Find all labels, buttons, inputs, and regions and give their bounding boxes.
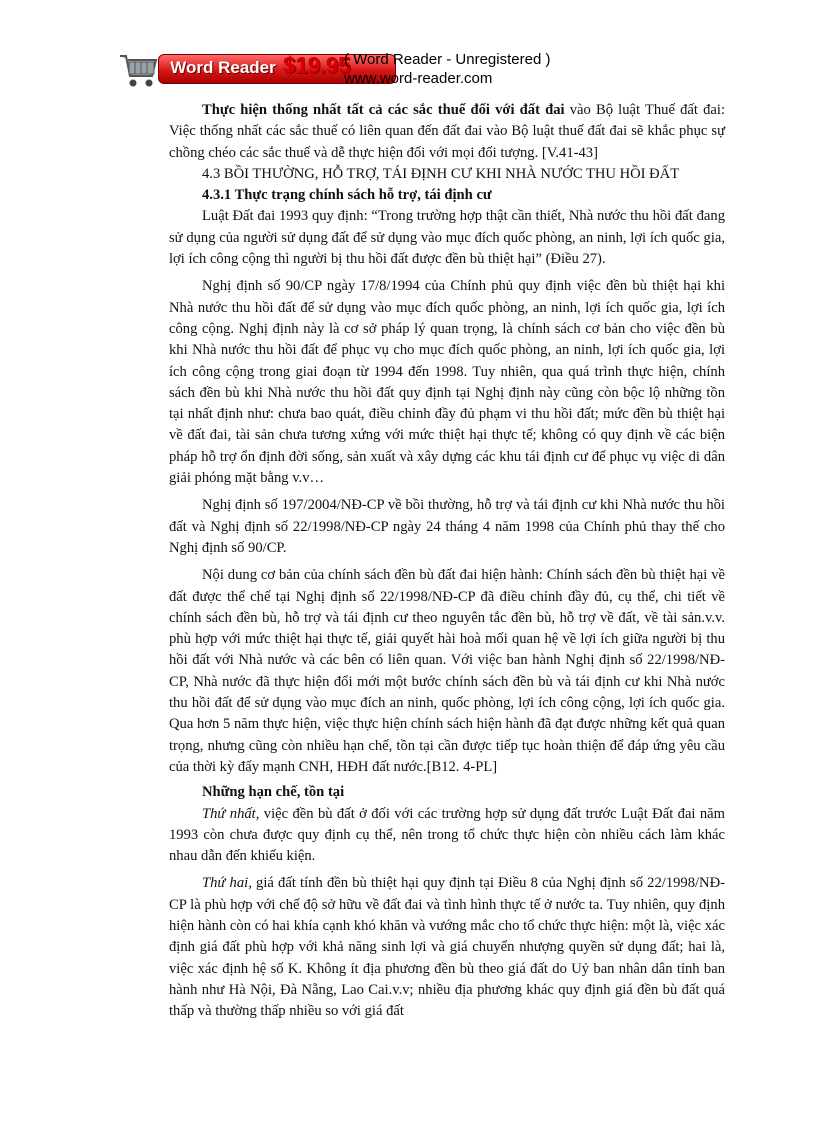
paragraph-land-law-1993: Luật Đất đai 1993 quy định: “Trong trường hợp thật cần thiết, Nhà nước thu hồi đất đang sử dụng của người sử dụng đất để sử dụng vào mục đích quốc phòng, an ninh, lợi ích quốc gia, lợi ích công cộng thì người bị thu hồi đất được đền bù thiệt hại” (Điều 27). bbox=[169, 208, 725, 268]
limits-heading: Những hạn chế, tồn tại bbox=[202, 784, 345, 801]
paragraph-land-tax bbox=[169, 100, 725, 164]
document-body bbox=[169, 100, 725, 1022]
website-link[interactable]: www.word-reader.com bbox=[344, 70, 493, 87]
italic-lead: Thứ hai, bbox=[202, 875, 252, 892]
paragraph-compensation-policy: Nội dung cơ bản của chính sách đền bù đất đai hiện hành: Chính sách đền bù thiệt hại về đất được thể chế tại Nghị định số 22/1998/NĐ-CP đã điều chỉnh đầy đủ, cụ thể, chi tiết về chính sách đền bù, hỗ trợ và tái định cư theo nguyên tắc đền bù, hỗ trợ về đất, về tài sản.v.v. phù hợp với mức thiệt hại thực tế, giải quyết hài hoà mối quan hệ về lợi ích giữa người bị thu hồi đất với Nhà nước và các bên có liên quan. Với việc ban hành Nghị định số 22/1998/NĐ-CP, Nhà nước đã thực hiện đổi mới một bước chính sách đền bù và tái định cư khi Nhà nước thu hồi đất để sử dụng vào mục đích an ninh, quốc phòng, lợi ích công cộng, lợi ích quốc gia. Qua hơn 5 năm thực hiện, việc thực hiện chính sách hiện hành đã đạt được những kết quả quan trọng, nhưng cũng còn nhiều hạn chế, tồn tại cần được tiếp tục hoàn thiện để đáp ứng yêu cầu của thời kỳ đẩy mạnh CNH, HĐH đất nước.[B12. 4-PL] bbox=[169, 567, 725, 775]
paragraph-bold-lead: Thực hiện thống nhất tất cả các sắc thuế đối với đất đai bbox=[202, 102, 565, 118]
paragraph-first-limit bbox=[169, 804, 725, 868]
paragraph-decree-197: Nghị định số 197/2004/NĐ-CP về bồi thường, hỗ trợ và tái định cư khi Nhà nước thu hồi đất và Nghị định số 22/1998/NĐ-CP ngày 24 tháng 4 năm 1998 của Chính phủ thay thế cho Nghị định số 90/CP. bbox=[169, 497, 725, 556]
paragraph-second-limit bbox=[169, 873, 725, 1022]
paragraph-text: giá đất tính đền bù thiệt hại quy định tại Điều 8 của Nghị định số 22/1998/NĐ-CP là phù hợp với chế độ sở hữu về đất đai và tình hình thực tế ở nước ta. Tuy nhiên, quy định hiện hành còn có hai khía cạnh khó khăn và vướng mắc cho tổ chức thực hiện: một là, việc xác định giá đất phù hợp với khả năng sinh lợi và giá chuyển nhượng quyền sử dụng đất; hai là, việc xác định hệ số K. Không ít địa phương đền bù theo giá đất do Uỷ ban nhân dân tỉnh ban hành như Hà Nội, Đà Nẵng, Lao Cai.v.v; nhiều địa phương khác quy định giá đền bù đất quá thấp và thường thấp nhiều so với giá đất bbox=[169, 875, 725, 1020]
paragraph-text: việc đền bù đất ở đối với các trường hợp sử dụng đất trước Luật Đất đai năm 1993 còn chưa được quy định cụ thể, nên trong tổ chức thực hiện còn nhiều cách làm khác nhau dẫn đến khiếu kiện. bbox=[169, 805, 725, 865]
shopping-cart-icon bbox=[118, 50, 160, 90]
paragraph-decree-90: Nghị định số 90/CP ngày 17/8/1994 của Chính phủ quy định việc đền bù thiệt hại khi Nhà nước thu hồi đất để sử dụng vào mục đích quốc phòng, an ninh, lợi ích quốc gia, lợi ích công cộng. Nghị định này là cơ sở pháp lý quan trọng, là chính sách cơ bản cho việc đền bù khi Nhà nước thu hồi đất để phục vụ cho mục đích quốc phòng, an ninh, lợi ích quốc gia, lợi ích công cộng trong giai đoạn từ 1994 đến 1998. Tuy nhiên, qua quá trình thực hiện, chính sách đền bù khi Nhà nước thu hồi đất quy định tại Nghị định này cũng còn bộc lộ những tồn tại nhất định như: chưa bao quát, điều chỉnh đầy đủ phạm vi thu hồi đất; mức đền bù thiệt hại về đất đai, tài sản chưa tương xứng với mức thiệt hại thực tế; không có quy định về các biện pháp hỗ trợ ổn định đời sống, sản xuất và xây dựng các khu tái định cư để phục vụ việc di dân giải phóng mặt bằng v.v… bbox=[169, 278, 725, 487]
unregistered-label: ( Word Reader - Unregistered ) bbox=[344, 51, 551, 68]
italic-lead: Thứ nhất, bbox=[202, 805, 260, 822]
paragraph-text: vào Bộ luật Thuế đất đai: Việc thống nhất các sắc thuế có liên quan đến đất đai vào Bộ luật thuế đất đai sẽ khắc phục sự chồng chéo các sắc thuế và dễ thực hiện đối với mọi đối tượng. [V.41-43] bbox=[169, 102, 725, 161]
unregistered-notice bbox=[344, 50, 550, 88]
subsection-heading: 4.3.1 Thực trạng chính sách hỗ trợ, tái định cư bbox=[202, 187, 492, 204]
brand-label: Word Reader bbox=[170, 58, 276, 77]
word-reader-banner bbox=[118, 48, 588, 92]
section-heading: 4.3 BỒI THƯỜNG, HỖ TRỢ, TÁI ĐỊNH CƯ KHI NHÀ NƯỚC THU HỒI ĐẤT bbox=[202, 165, 680, 182]
price-label: $19.95 bbox=[283, 52, 351, 78]
